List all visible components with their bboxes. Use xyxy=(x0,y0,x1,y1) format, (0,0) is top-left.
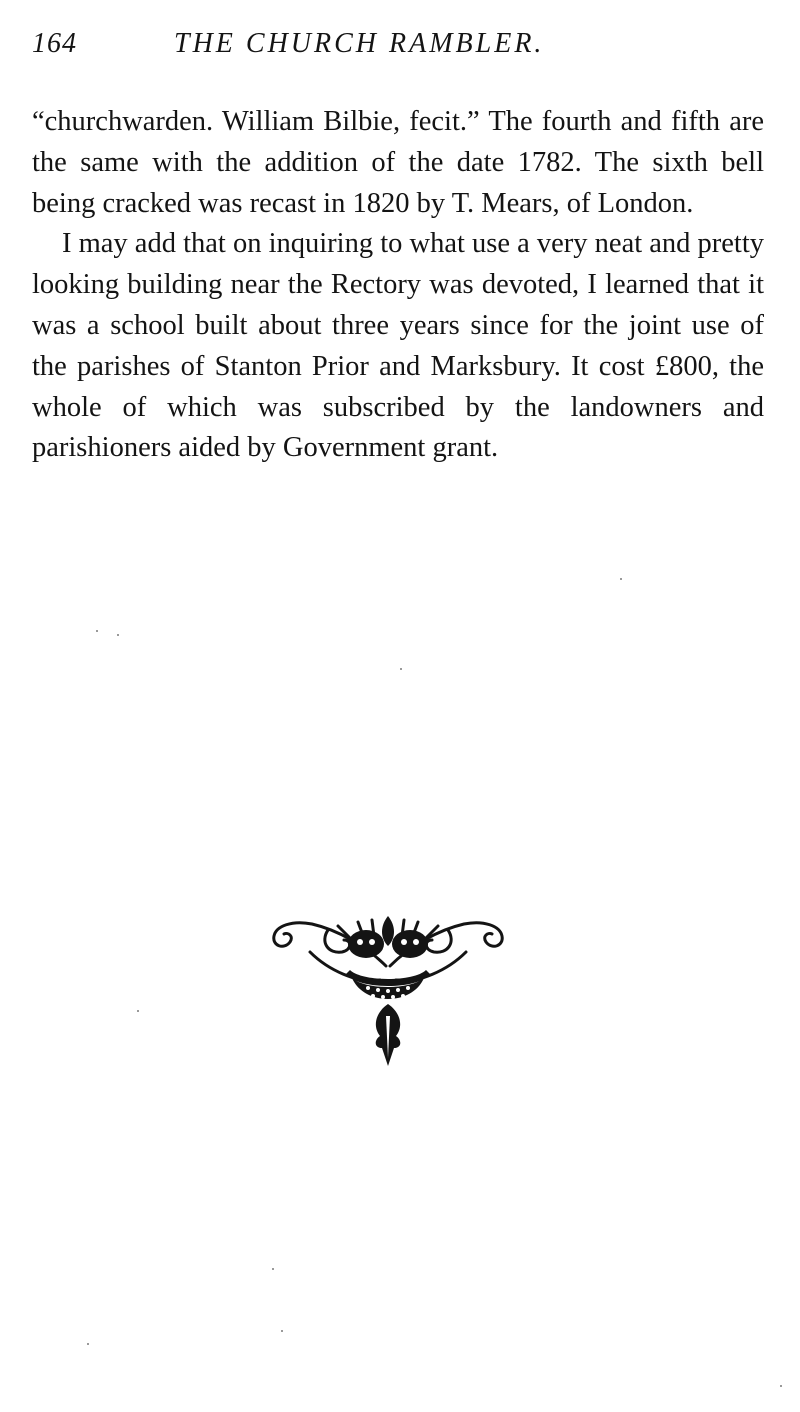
body-text xyxy=(32,102,764,469)
floral-tailpiece-icon xyxy=(268,908,508,1068)
page-number: 164 xyxy=(32,28,77,59)
running-title: THE CHURCH RAMBLER. xyxy=(174,28,545,59)
running-head xyxy=(32,28,772,68)
paragraph-continued: “churchwarden. William Bilbie, fecit.” The fourth and fifth are the same with the addition of the date 1782. The sixth bell being cracked was recast in 1820 by T. Mears, of London. xyxy=(32,106,764,219)
paragraph: I may add that on inquiring to what use a very neat and pretty looking building near the Rectory was devoted, I learned that it was a school built about three years since for the joint use of the parishes of Stanton Prior and Marksbury. It cost £800, the whole of which was subscribed by the landowners and parishioners aided by Government grant. xyxy=(32,228,765,464)
